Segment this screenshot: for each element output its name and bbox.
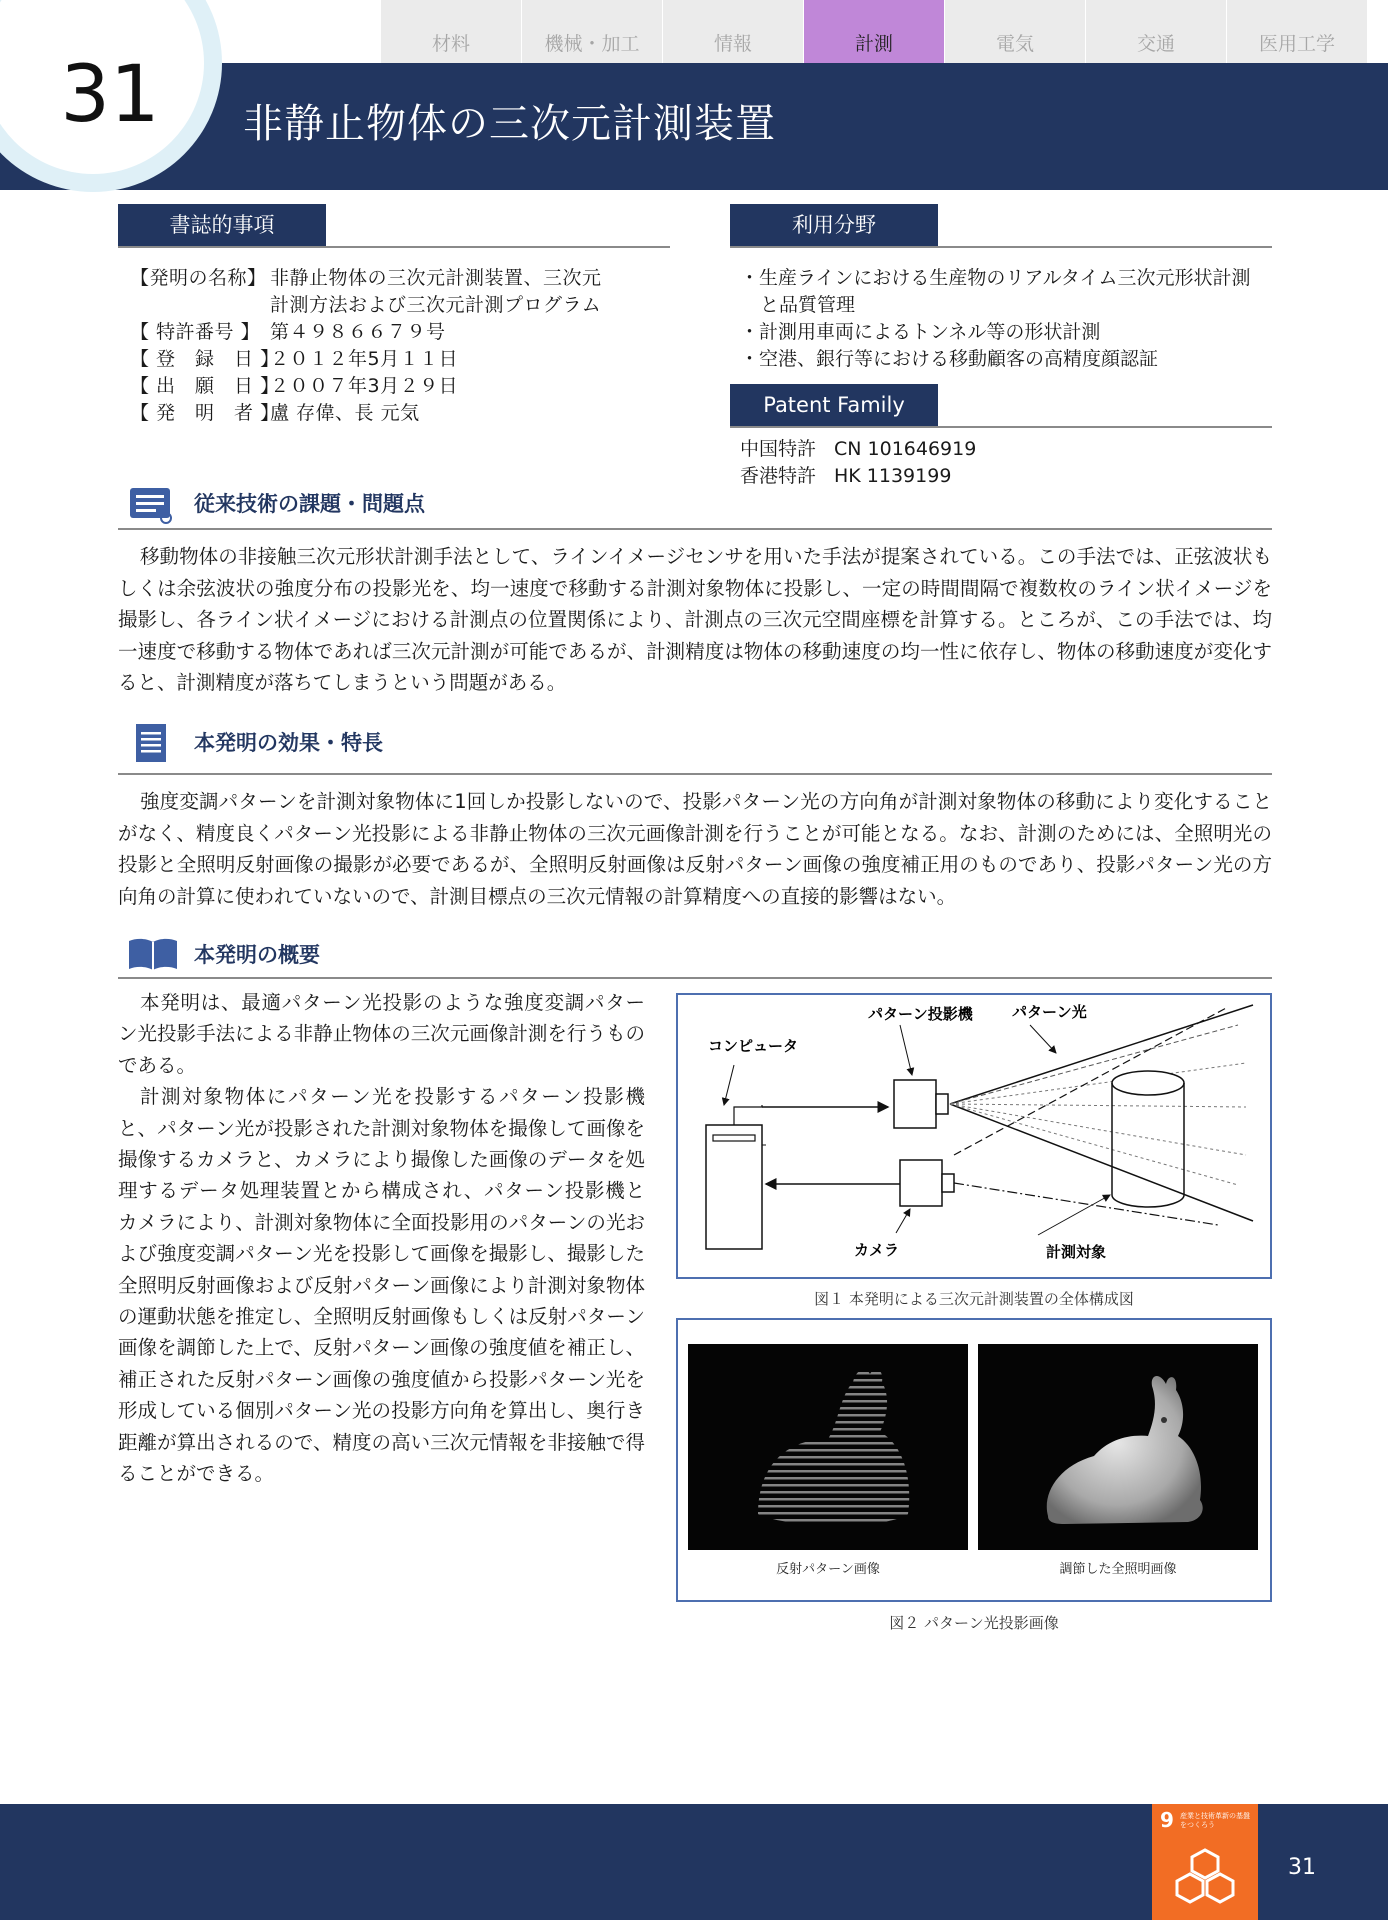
usage-item: ・生産ラインにおける生産物のリアルタイム三次元形状計測と品質管理 [740, 267, 1251, 316]
computer-label: コンピュータ [708, 1037, 799, 1055]
divider [118, 528, 1272, 530]
divider [118, 977, 1272, 979]
bibliography-heading: 書誌的事項 [118, 204, 326, 246]
divider [118, 773, 1272, 775]
overview-heading: 本発明の概要 [194, 943, 320, 967]
projector-label: パターン投影機 [868, 1005, 973, 1023]
figure-2 [676, 1318, 1272, 1602]
figure-1-caption: 図１ 本発明による三次元計測装置の全体構成図 [814, 1290, 1134, 1308]
adjusted-illumination-caption: 調節した全照明画像 [1059, 1562, 1177, 1577]
effect-heading: 本発明の効果・特長 [194, 731, 383, 755]
patent-family-row [740, 463, 976, 490]
patent-family-heading: Patent Family [730, 384, 938, 426]
tab-1: 機械・加工 [522, 0, 662, 63]
target-shape [1112, 1071, 1184, 1095]
camera-label: カメラ [854, 1241, 900, 1259]
bibliography-key [130, 292, 270, 319]
target-label: 計測対象 [1046, 1243, 1107, 1261]
sdg-badge [1152, 1804, 1258, 1920]
pattern-light-label: パターン光 [1012, 1003, 1087, 1021]
page-number: 31 [1288, 1855, 1316, 1880]
bibliography-key: 【 特許番号 】 [130, 321, 261, 343]
tab-3: 計測 [804, 0, 944, 63]
patent-country: 香港特許 [740, 465, 817, 487]
tab-0: 材料 [381, 0, 521, 63]
usage-item: ・計測用車両によるトンネル等の形状計測 [740, 321, 1101, 343]
reflected-pattern-caption: 反射パターン画像 [776, 1562, 880, 1577]
bibliography-list [130, 265, 602, 427]
patent-family-list [740, 436, 976, 490]
patent-number: CN 101646919 [834, 438, 977, 460]
bibliography-value: ２００７年3月２９日 [270, 375, 459, 397]
projector-shape [894, 1080, 936, 1128]
figure-1-diagram [676, 993, 1272, 1279]
bibliography-value: 計測方法および三次元計測プログラム [270, 294, 602, 316]
tab-2: 情報 [663, 0, 803, 63]
search-document-icon [128, 486, 176, 526]
overview-paragraph: 計測対象物体にパターン光を投影するパターン投影機と、パターン光が投影された計測対象物体を撮像して画像を撮像するカメラと、カメラにより撮像した画像のデータを処理するデータ処理装置とから構成され、パターン投影機とカメラにより、計測対象物体に全面投影用のパターンの光および強度変調パターン光を投影して画像を撮影し、撮影した全照明反射画像および反射パターン画像により計測対象物体の運動状態を推定し、全照明反射画像もしくは反射パターン画像を調節した上で、反射パターン画像の強度値を補正し、補正された反射パターン画像の強度値から投影パターン光を形成している個別パターン光の投影方向角を算出し、奥行き距離が算出されるので、精度の高い三次元情報を非接触で得ることができる。 [118, 1085, 645, 1486]
usage-list [740, 265, 1260, 373]
bibliography-row [130, 265, 602, 292]
page-title: 非静止物体の三次元計測装置 [243, 101, 776, 147]
category-tabs [381, 0, 1368, 63]
article-number: 31 [60, 50, 160, 140]
sdg-number: 9 [1160, 1808, 1174, 1832]
sdg-text: 産業と技術革新の基盤をつくろう [1180, 1812, 1250, 1829]
tab-6: 医用工学 [1227, 0, 1367, 63]
figure-2-caption: 図２ パターン光投影画像 [889, 1614, 1059, 1632]
usage-heading: 利用分野 [730, 204, 938, 246]
problem-heading: 従来技術の課題・問題点 [194, 492, 425, 516]
bibliography-value: 盧 存偉、長 元気 [270, 402, 420, 424]
bibliography-row [130, 319, 602, 346]
bibliography-key: 【 出 願 日 】 [130, 375, 280, 397]
patent-number: HK 1139199 [834, 465, 952, 487]
bibliography-value: 非静止物体の三次元計測装置、三次元 [270, 267, 602, 289]
overview-text [118, 987, 645, 1490]
effect-text: 強度変調パターンを計測対象物体に1回しか投影しないので、投影パターン光の方向角が計測対象物体の移動により変化することがなく、精度良くパターン光投影による非静止物体の三次元画像計測を行うことが可能となる。なお、計測のためには、全照明光の投影と全照明反射画像の撮影が必要であるが、全照明反射画像は反射パターン画像の強度補正用のものであり、投影パターン光の方向角の計算に使われていないので、計測目標点の三次元情報の計算精度への直接的影響はない。 [118, 790, 1272, 908]
divider [118, 246, 670, 248]
open-book-icon [126, 936, 180, 972]
cubes-icon [1174, 1846, 1236, 1908]
bibliography-row [130, 400, 602, 427]
problem-text: 移動物体の非接触三次元形状計測手法として、ラインイメージセンサを用いた手法が提案されている。この手法では、正弦波状もしくは余弦波状の強度分布の投影光を、均一速度で移動する計測対象物体に投影し、一定の時間間隔で複数枚のライン状イメージを撮影し、各ライン状イメージにおける計測点の位置関係により、計測点の三次元空間座標を計算する。ところが、この手法では、均一速度で移動する物体であれば三次元計測が可能であるが、計測精度は物体の移動速度の均一性に依存し、物体の移動速度が変化すると、計測精度が落ちてしまうという問題がある。 [118, 545, 1272, 694]
divider [730, 426, 1272, 428]
bibliography-key: 【発明の名称】 [130, 267, 267, 289]
bibliography-row [130, 292, 602, 319]
bibliography-value: 第４９８６６７９号 [270, 321, 446, 343]
patent-country: 中国特許 [740, 438, 817, 460]
adjusted-illumination-image [978, 1344, 1258, 1550]
tab-4: 電気 [945, 0, 1085, 63]
bibliography-key: 【 発 明 者 】 [130, 402, 280, 424]
bibliography-row [130, 373, 602, 400]
computer-shape [706, 1125, 762, 1249]
reflected-pattern-image [688, 1344, 968, 1550]
document-icon [134, 722, 170, 766]
bibliography-value: ２０１２年5月１１日 [270, 348, 459, 370]
system-diagram [678, 995, 1270, 1277]
patent-family-row [740, 436, 976, 463]
tab-5: 交通 [1086, 0, 1226, 63]
usage-item: ・空港、銀行等における移動顧客の高精度顔認証 [740, 348, 1159, 370]
camera-shape [900, 1160, 942, 1206]
divider [730, 246, 1272, 248]
bibliography-key: 【 登 録 日 】 [130, 348, 280, 370]
overview-paragraph: 本発明は、最適パターン光投影のような強度変調パターン光投影手法による非静止物体の三次元画像計測を行うものである。 [118, 991, 645, 1077]
bibliography-row [130, 346, 602, 373]
